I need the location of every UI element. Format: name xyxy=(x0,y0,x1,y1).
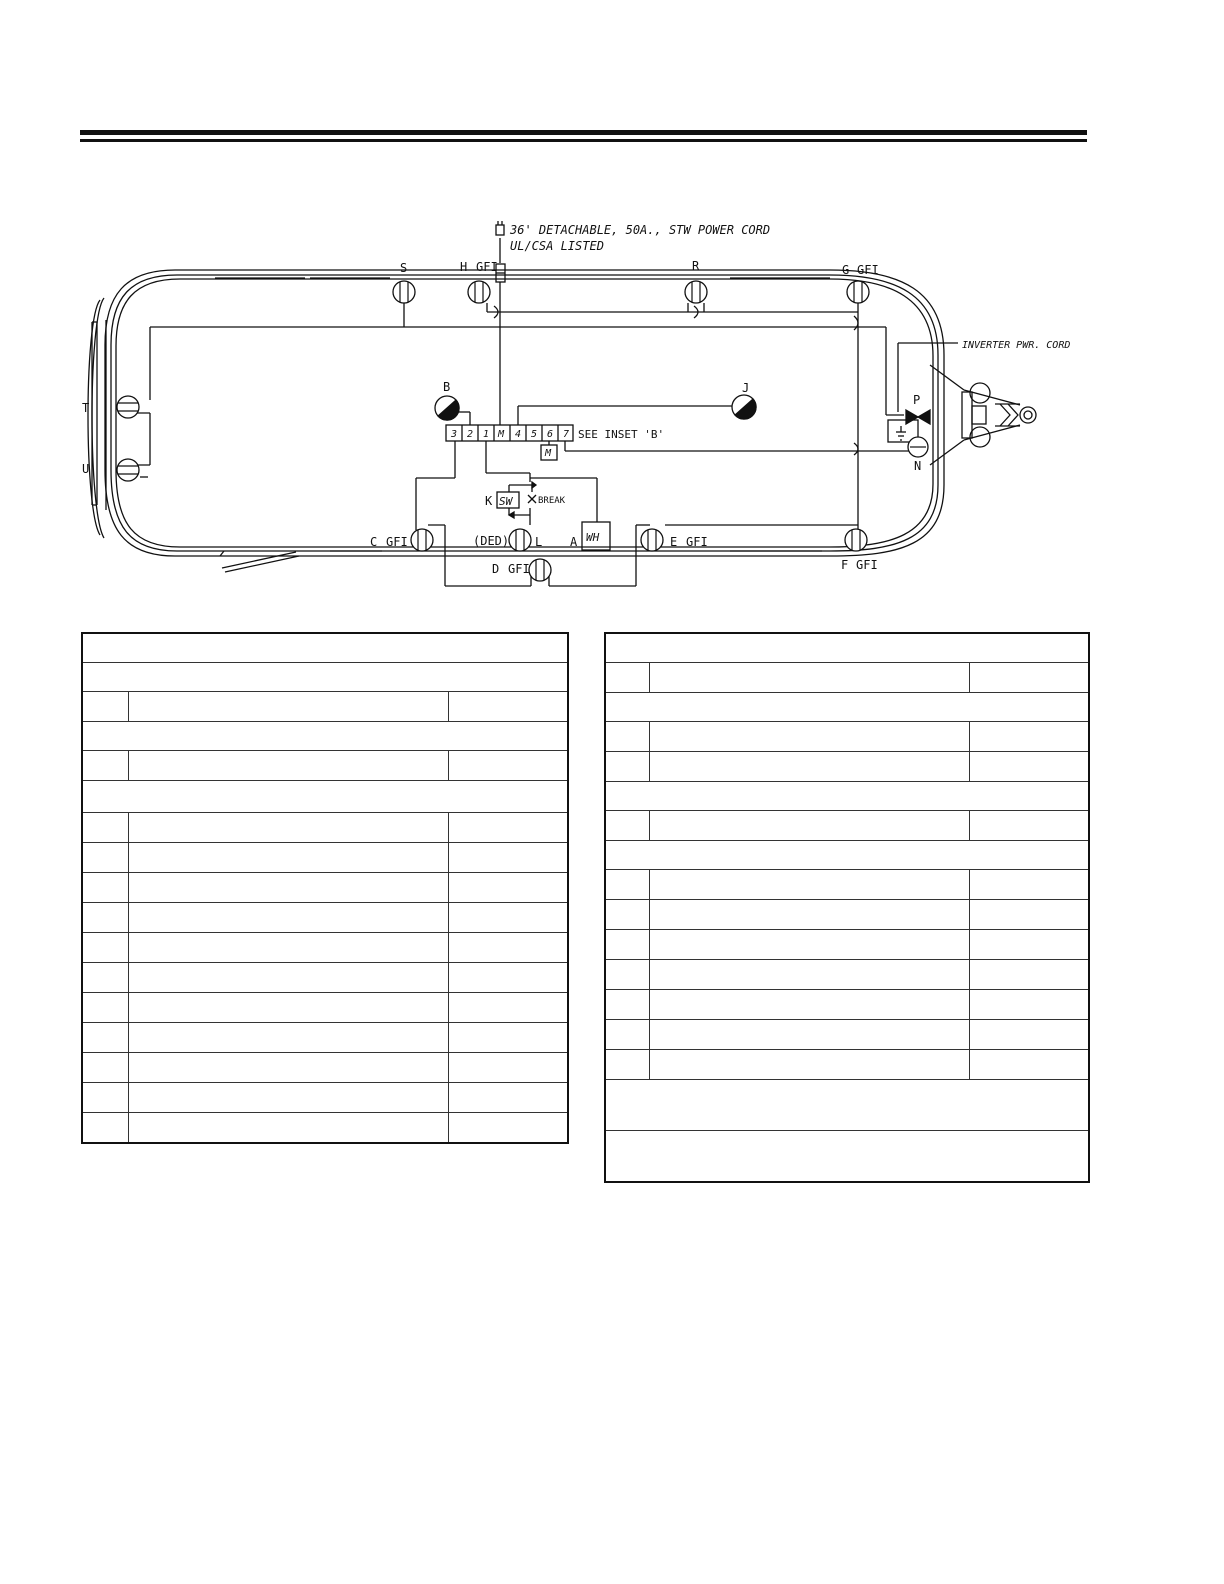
label-f: F xyxy=(841,558,849,572)
receptacle-u xyxy=(117,459,139,481)
table-cell xyxy=(605,930,649,960)
table-cell xyxy=(969,990,1089,1020)
table-cell xyxy=(128,903,448,933)
table-row xyxy=(82,1083,568,1113)
table-row xyxy=(82,781,568,813)
receptacle-g xyxy=(847,281,869,303)
table-row xyxy=(605,722,1089,752)
receptacle-h xyxy=(468,281,490,303)
table-cell xyxy=(649,663,969,693)
table-row xyxy=(605,693,1089,722)
meter-label: M xyxy=(545,448,552,459)
table-cell xyxy=(448,1053,568,1083)
table-row xyxy=(605,1080,1089,1131)
wiring-diagram xyxy=(0,0,1224,620)
table-cell xyxy=(82,751,128,781)
table-row xyxy=(82,692,568,722)
table-cell xyxy=(448,751,568,781)
panel-slot-8: 7 xyxy=(563,429,570,440)
label-a: A xyxy=(570,535,578,549)
table-row xyxy=(605,870,1089,900)
table-cell xyxy=(605,663,649,693)
table-cell xyxy=(82,933,128,963)
table-row xyxy=(82,843,568,873)
table-row xyxy=(605,663,1089,693)
table-cell xyxy=(969,752,1089,782)
table-cell xyxy=(448,993,568,1023)
table-row xyxy=(605,633,1089,663)
table-cell xyxy=(128,843,448,873)
table-cell xyxy=(969,1050,1089,1080)
label-f-gfi: GFI xyxy=(856,558,878,572)
label-g: G xyxy=(842,263,850,277)
table-cell xyxy=(649,1050,969,1080)
label-e: E xyxy=(670,535,678,549)
table-row xyxy=(82,1053,568,1083)
table-row xyxy=(605,1131,1089,1183)
table-cell xyxy=(649,990,969,1020)
table-cell xyxy=(649,811,969,841)
table-cell xyxy=(448,963,568,993)
wh-label: WH xyxy=(586,531,600,544)
table-row xyxy=(82,633,568,663)
table-row xyxy=(605,811,1089,841)
panel-slot-4: M xyxy=(498,429,505,440)
table-cell xyxy=(969,811,1089,841)
table-header-cell xyxy=(82,633,568,663)
table-cell xyxy=(128,873,448,903)
label-j: J xyxy=(742,381,750,395)
break-label: BREAK xyxy=(538,496,566,506)
table-cell xyxy=(128,993,448,1023)
receptacle-t xyxy=(117,396,139,418)
table-cell xyxy=(448,1083,568,1113)
receptacle-d xyxy=(529,559,551,581)
table-row xyxy=(605,960,1089,990)
table-cell xyxy=(605,870,649,900)
table-row xyxy=(605,1020,1089,1050)
table-cell xyxy=(128,1083,448,1113)
table-section-cell xyxy=(82,722,568,751)
table-row xyxy=(82,933,568,963)
table-cell xyxy=(448,1113,568,1144)
table-section-cell xyxy=(82,781,568,813)
power-cord-label-1: 36' DETACHABLE, 50A., STW POWER CORD xyxy=(510,223,771,237)
receptacle-l xyxy=(509,529,531,551)
table-cell xyxy=(649,900,969,930)
panel-slot-1: 3 xyxy=(451,429,458,440)
table-cell xyxy=(82,1053,128,1083)
table-row xyxy=(82,751,568,781)
table-cell xyxy=(448,903,568,933)
table-cell xyxy=(82,873,128,903)
legend-table-left xyxy=(81,632,569,1144)
table-cell xyxy=(82,692,128,722)
legend-table-right xyxy=(604,632,1090,1183)
table-cell xyxy=(128,813,448,843)
table-cell xyxy=(82,1113,128,1144)
table-cell xyxy=(969,870,1089,900)
table-cell xyxy=(969,722,1089,752)
table-note-cell xyxy=(605,1131,1089,1183)
trailer-outer-wall xyxy=(105,270,944,556)
table-cell xyxy=(128,1053,448,1083)
table-section-cell xyxy=(605,693,1089,722)
table-cell xyxy=(448,692,568,722)
table-cell xyxy=(448,1023,568,1053)
table-cell xyxy=(82,903,128,933)
table-cell xyxy=(649,930,969,960)
table-header-cell xyxy=(605,633,1089,663)
label-g-gfi: GFI xyxy=(857,263,879,277)
label-t: T xyxy=(82,401,90,415)
table-row xyxy=(82,1023,568,1053)
table-cell xyxy=(448,813,568,843)
table-row xyxy=(82,903,568,933)
table-cell xyxy=(969,663,1089,693)
table-cell xyxy=(82,1023,128,1053)
label-l: L xyxy=(535,535,543,549)
label-r: R xyxy=(692,259,700,273)
label-c-gfi: GFI xyxy=(386,535,408,549)
table-cell xyxy=(605,1050,649,1080)
table-cell xyxy=(605,752,649,782)
label-c: C xyxy=(370,535,378,549)
table-cell xyxy=(128,933,448,963)
table-row xyxy=(605,990,1089,1020)
label-s: S xyxy=(400,261,408,275)
receptacle-e xyxy=(641,529,663,551)
table-cell xyxy=(128,751,448,781)
label-h: H xyxy=(460,260,468,274)
receptacle-c xyxy=(411,529,433,551)
label-e-gfi: GFI xyxy=(686,535,708,549)
table-cell xyxy=(82,843,128,873)
table-section-cell xyxy=(605,841,1089,870)
receptacle-s xyxy=(393,281,415,303)
table-row xyxy=(605,841,1089,870)
table-cell xyxy=(82,993,128,1023)
power-cord-label-2: UL/CSA LISTED xyxy=(510,239,604,253)
table-row xyxy=(605,1050,1089,1080)
table-subheader-cell xyxy=(82,663,568,692)
trailer-mid-wall xyxy=(111,275,938,551)
receptacle-f xyxy=(845,529,867,551)
table-cell xyxy=(969,960,1089,990)
table-cell xyxy=(969,900,1089,930)
table-cell xyxy=(128,1113,448,1144)
table-cell xyxy=(128,1023,448,1053)
table-cell xyxy=(649,870,969,900)
panel-slot-3: 1 xyxy=(483,429,490,440)
table-cell xyxy=(82,1083,128,1113)
table-note-cell xyxy=(605,1080,1089,1131)
label-k: K xyxy=(485,494,493,508)
table-cell xyxy=(448,933,568,963)
table-cell xyxy=(605,811,649,841)
table-cell xyxy=(605,722,649,752)
sw-label: SW xyxy=(499,495,513,508)
table-section-cell xyxy=(605,782,1089,811)
label-d: D xyxy=(492,562,500,576)
label-b: B xyxy=(443,380,451,394)
table-row xyxy=(82,1113,568,1144)
table-cell xyxy=(448,873,568,903)
inverter-cord-label: INVERTER PWR. CORD xyxy=(962,340,1071,351)
ded-label: (DED) xyxy=(473,534,510,548)
panel-slot-5: 4 xyxy=(515,429,522,440)
table-row xyxy=(82,663,568,692)
panel-slot-2: 2 xyxy=(467,429,474,440)
table-row xyxy=(82,993,568,1023)
table-row xyxy=(82,963,568,993)
table-cell xyxy=(649,752,969,782)
table-cell xyxy=(128,963,448,993)
table-row xyxy=(82,722,568,751)
table-row xyxy=(605,782,1089,811)
table-row xyxy=(82,813,568,843)
label-n: N xyxy=(914,459,922,473)
table-row xyxy=(605,900,1089,930)
table-row xyxy=(605,752,1089,782)
table-cell xyxy=(605,960,649,990)
table-cell xyxy=(605,1020,649,1050)
table-cell xyxy=(605,900,649,930)
table-cell xyxy=(82,963,128,993)
table-cell xyxy=(128,692,448,722)
table-cell xyxy=(448,843,568,873)
table-row xyxy=(82,873,568,903)
see-inset-label: SEE INSET 'B' xyxy=(578,428,665,441)
panel-slot-6: 5 xyxy=(531,429,538,440)
label-u: U xyxy=(82,462,90,476)
table-cell xyxy=(82,813,128,843)
table-cell xyxy=(649,1020,969,1050)
table-cell xyxy=(969,1020,1089,1050)
panel-slot-7: 6 xyxy=(547,429,554,440)
trailer-inner-wall xyxy=(116,279,933,547)
table-cell xyxy=(969,930,1089,960)
table-cell xyxy=(649,960,969,990)
table-cell xyxy=(649,722,969,752)
label-d-gfi: GFI xyxy=(508,562,530,576)
receptacle-r xyxy=(685,281,707,303)
label-p: P xyxy=(913,393,921,407)
label-h-gfi: GFI xyxy=(476,260,498,274)
table-cell xyxy=(605,990,649,1020)
table-row xyxy=(605,930,1089,960)
